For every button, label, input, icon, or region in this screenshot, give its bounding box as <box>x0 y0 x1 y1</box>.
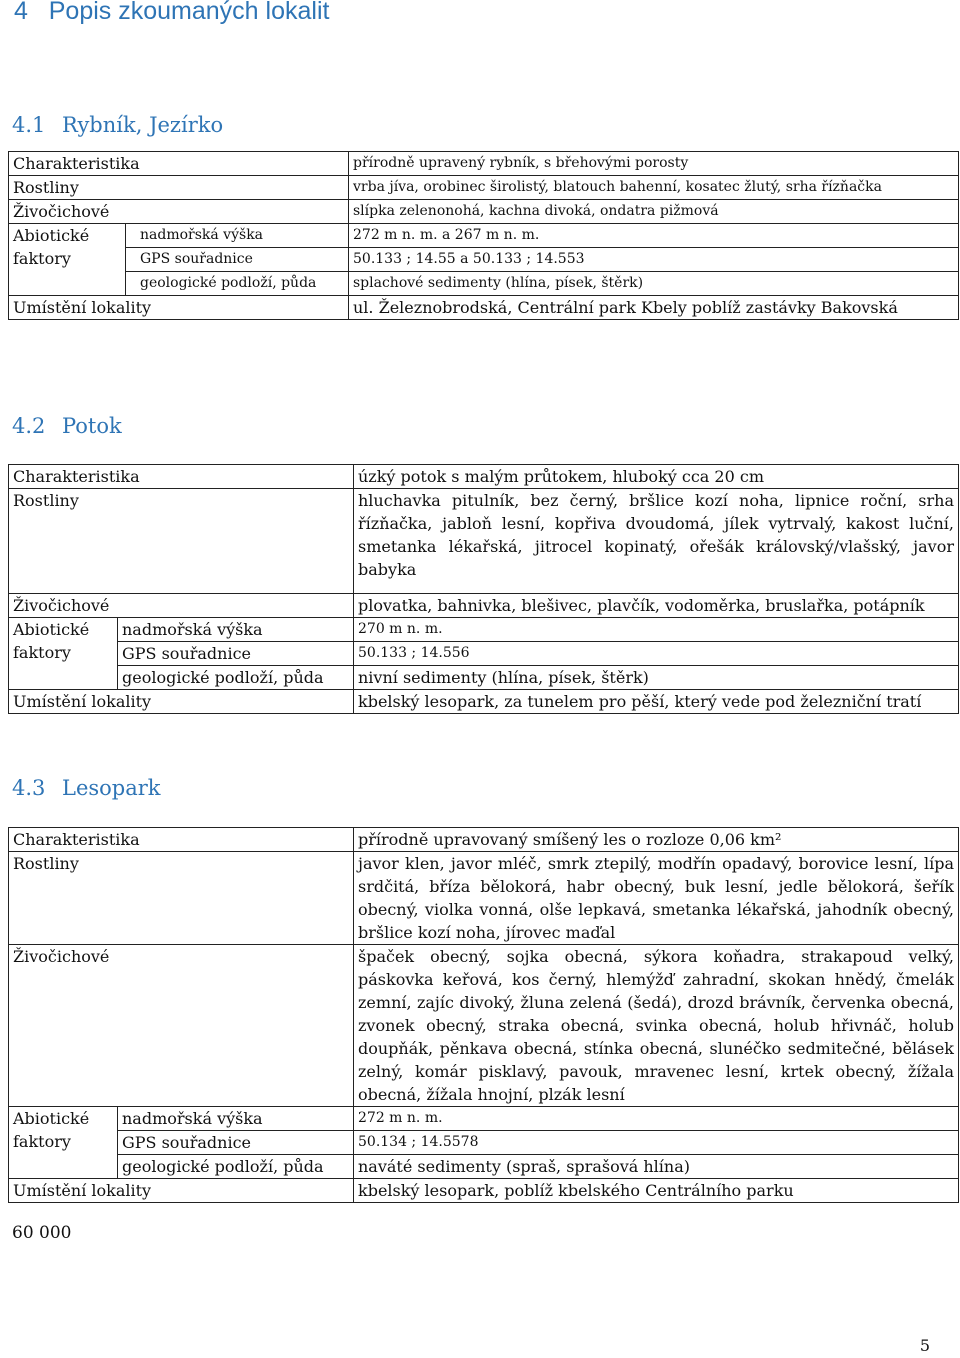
label-umisteni: Umístění lokality <box>9 1179 354 1203</box>
label-abioticke-faktory <box>9 1107 118 1179</box>
label-charakteristika: Charakteristika <box>9 152 349 176</box>
chapter-number: 4 <box>14 0 28 25</box>
section-number: 4.2 <box>12 414 46 438</box>
value-umisteni: kbelský lesopark, za tunelem pro pěší, který vede pod železniční tratí <box>354 690 959 714</box>
section-title: Potok <box>62 414 122 438</box>
value-nadmorska-vyska: 272 m n. m. <box>354 1107 959 1131</box>
abiotic-line2: faktory <box>13 249 71 268</box>
row-gps <box>9 248 959 272</box>
row-zivocichove <box>9 945 959 1107</box>
abiotic-line1: Abiotické <box>13 226 90 245</box>
row-umisteni <box>9 690 959 714</box>
row-umisteni <box>9 296 959 320</box>
row-geologie <box>9 272 959 296</box>
section-number: 4.3 <box>12 776 46 800</box>
row-nadmorska-vyska <box>9 224 959 248</box>
section-number: 4.1 <box>12 113 46 137</box>
label-rostliny: Rostliny <box>9 852 354 945</box>
section-heading-potok <box>12 412 122 440</box>
value-rostliny: vrba jíva, orobinec širolistý, blatouch bahenní, kosatec žlutý, srha řízňačka <box>349 176 959 200</box>
row-rostliny <box>9 489 959 594</box>
label-charakteristika: Charakteristika <box>9 828 354 852</box>
row-charakteristika <box>9 152 959 176</box>
label-zivocichove: Živočichové <box>9 945 354 1107</box>
value-nadmorska-vyska: 272 m n. m. a 267 m n. m. <box>349 224 959 248</box>
label-charakteristika: Charakteristika <box>9 465 354 489</box>
label-abioticke-faktory <box>9 224 126 296</box>
value-charakteristika: přírodně upravený rybník, s břehovými porosty <box>349 152 959 176</box>
label-gps: GPS souřadnice <box>118 1131 354 1155</box>
value-geologie: splachové sedimenty (hlína, písek, štěrk) <box>349 272 959 296</box>
value-geologie: nivní sedimenty (hlína, písek, štěrk) <box>354 666 959 690</box>
row-zivocichove <box>9 200 959 224</box>
value-zivocichove: slípka zelenonohá, kachna divoká, ondatra pižmová <box>349 200 959 224</box>
abiotic-line1: Abiotické <box>13 1109 90 1128</box>
row-charakteristika <box>9 465 959 489</box>
value-zivocichove: špaček obecný, sojka obecná, sýkora koňadra, strakapoud velký, páskovka keřová, kos černý, hlemýžď zahradní, skokan hnědý, čmelák zemní, zajíc divoký, žluna zelená (šedá), drozd brávník, červenka obecná, zvonek obecný, straka obecná, svinka obecná, holub hřivnáč, holub doupňák, pěnkava obecná, stínka obecná, slunéčko sedmitečné, bělásek zelný, komár pisklavý, pavouk, mravenec lesní, krtek obecný, žížala obecná, žížala hnojní, plzák lesní <box>354 945 959 1107</box>
value-charakteristika: přírodně upravovaný smíšený les o rozloze 0,06 km² <box>354 828 959 852</box>
row-zivocichove <box>9 594 959 618</box>
row-gps <box>9 1131 959 1155</box>
locality-table-potok <box>8 464 959 714</box>
label-geologie: geologické podloží, půda <box>118 666 354 690</box>
value-gps: 50.133 ; 14.556 <box>354 642 959 666</box>
value-gps: 50.133 ; 14.55 a 50.133 ; 14.553 <box>349 248 959 272</box>
value-charakteristika: úzký potok s malým průtokem, hluboký cca 20 cm <box>354 465 959 489</box>
row-gps <box>9 642 959 666</box>
label-geologie: geologické podloží, půda <box>118 1155 354 1179</box>
row-nadmorska-vyska <box>9 618 959 642</box>
label-geologie: geologické podloží, půda <box>126 272 349 296</box>
footer-text: 60 000 <box>12 1223 72 1243</box>
value-zivocichove: plovatka, bahnivka, blešivec, plavčík, vodoměrka, bruslařka, potápník <box>354 594 959 618</box>
abiotic-line1: Abiotické <box>13 620 90 639</box>
page-number: 5 <box>919 1336 930 1355</box>
label-rostliny: Rostliny <box>9 176 349 200</box>
row-rostliny <box>9 176 959 200</box>
label-umisteni: Umístění lokality <box>9 296 349 320</box>
label-gps: GPS souřadnice <box>118 642 354 666</box>
value-umisteni: kbelský lesopark, poblíž kbelského Centrálního parku <box>354 1179 959 1203</box>
value-gps: 50.134 ; 14.5578 <box>354 1131 959 1155</box>
locality-table-lesopark <box>8 827 959 1203</box>
row-geologie <box>9 666 959 690</box>
row-rostliny <box>9 852 959 945</box>
label-nadmorska-vyska: nadmořská výška <box>118 618 354 642</box>
value-nadmorska-vyska: 270 m n. m. <box>354 618 959 642</box>
label-nadmorska-vyska: nadmořská výška <box>118 1107 354 1131</box>
value-geologie: naváté sedimenty (spraš, sprašová hlína) <box>354 1155 959 1179</box>
abiotic-line2: faktory <box>13 1132 71 1151</box>
label-abioticke-faktory <box>9 618 118 690</box>
row-charakteristika <box>9 828 959 852</box>
row-nadmorska-vyska <box>9 1107 959 1131</box>
section-heading-rybnik <box>12 111 223 139</box>
label-gps: GPS souřadnice <box>126 248 349 272</box>
label-umisteni: Umístění lokality <box>9 690 354 714</box>
abiotic-line2: faktory <box>13 643 71 662</box>
value-rostliny: javor klen, javor mléč, smrk ztepilý, modřín opadavý, borovice lesní, lípa srdčitá, bříza bělokorá, habr obecný, buk lesní, jedle bělokorá, šeřík obecný, violka vonná, olše lepkavá, smetanka lékařská, jahodník obecný, bršlice kozí noha, jírovec maďal <box>354 852 959 945</box>
chapter-title: Popis zkoumaných lokalit <box>48 0 330 25</box>
section-heading-lesopark <box>12 774 161 802</box>
label-rostliny: Rostliny <box>9 489 354 594</box>
value-umisteni: ul. Železnobrodská, Centrální park Kbely poblíž zastávky Bakovská <box>349 296 959 320</box>
locality-table-rybnik <box>8 151 959 320</box>
row-geologie <box>9 1155 959 1179</box>
value-rostliny: hluchavka pitulník, bez černý, bršlice kozí noha, lipnice roční, srha řízňačka, jabloň lesní, kopřiva dvoudomá, jílek vytrvalý, kakost luční, smetanka lékařská, jitrocel kopinatý, ořešák královský/vlašský, javor babyka <box>354 489 959 594</box>
label-zivocichove: Živočichové <box>9 200 349 224</box>
chapter-heading <box>14 0 329 28</box>
section-title: Rybník, Jezírko <box>62 113 224 137</box>
section-title: Lesopark <box>62 776 161 800</box>
label-nadmorska-vyska: nadmořská výška <box>126 224 349 248</box>
label-zivocichove: Živočichové <box>9 594 354 618</box>
row-umisteni <box>9 1179 959 1203</box>
